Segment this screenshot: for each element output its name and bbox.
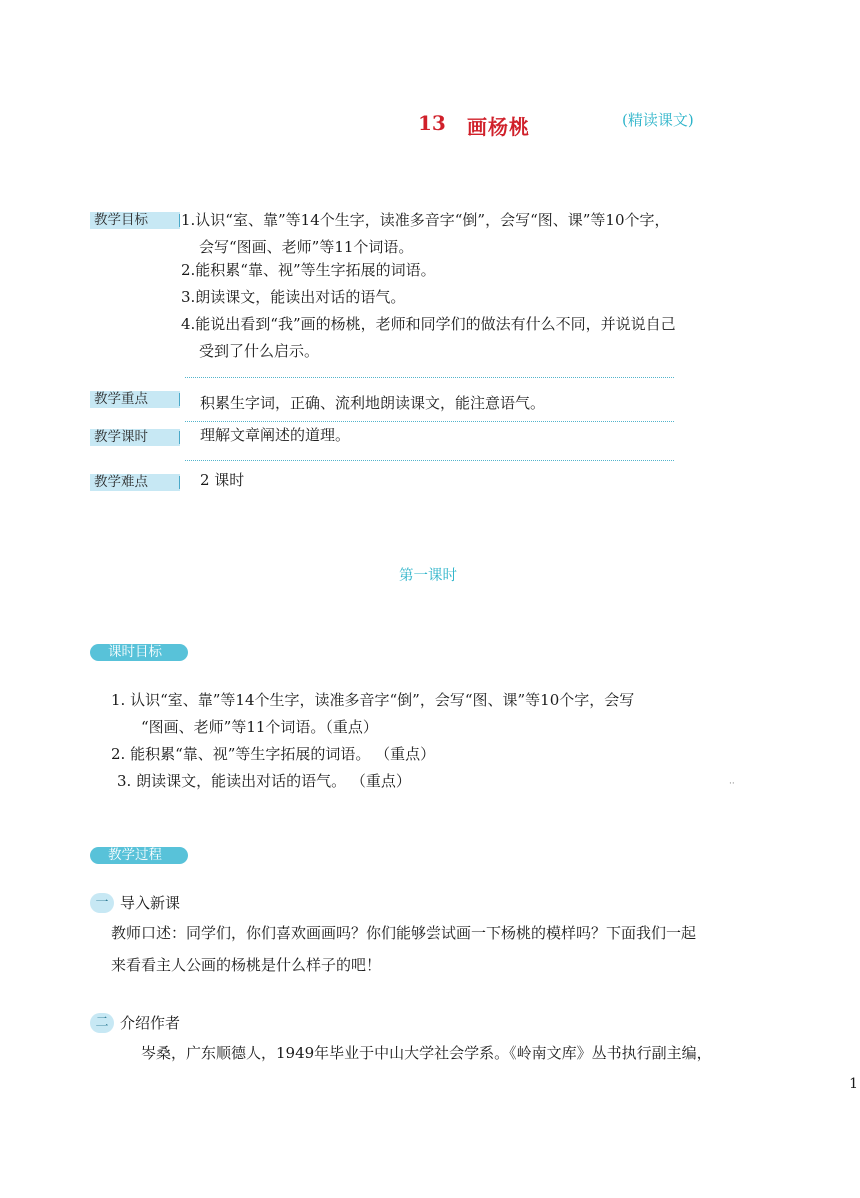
label-teaching-goals: 教学目标 [90, 212, 180, 229]
teaching-focus-text: 积累生字词，正确、流利地朗读课文，能注意语气。 [200, 394, 546, 412]
lesson-goal-1-line-1: 1. 认识“室、靠”等14个生字，读准多音字“倒”，会写“图、课”等10个字，会写 [111, 691, 635, 709]
goal-item-1-line-1: 1.认识“室、靠”等14个生字，读准多音字“倒”，会写“图、课”等10个字， [181, 211, 670, 229]
label-lesson-goals: 课时目标 [90, 644, 188, 661]
goal-item-3: 3.朗读课文，能读出对话的语气。 [181, 288, 406, 306]
label-teaching-hours: 教学课时 [90, 429, 180, 446]
lesson-goal-3: 3. 朗读课文，能读出对话的语气。 （重点） [117, 772, 411, 790]
teaching-difficulty-text: 2 课时 [200, 471, 245, 489]
step-2-title: 介绍作者 [120, 1014, 181, 1032]
page-number: 1 [849, 1076, 858, 1092]
goal-item-4-line-2: 受到了什么启示。 [199, 342, 320, 360]
divider [185, 421, 674, 422]
step-1-number: 一 [90, 893, 114, 913]
lesson-heading: 第一课时 [399, 568, 457, 584]
lesson-number: 13 [418, 111, 446, 135]
divider [185, 377, 674, 378]
lesson-goal-2: 2. 能积累“靠、视”等生字拓展的词语。 （重点） [111, 745, 436, 763]
goal-item-1-line-2: 会写“图画、老师”等11个词语。 [199, 238, 414, 256]
stray-dots: ·· [729, 779, 735, 789]
step-1-line-1: 教师口述：同学们，你们喜欢画画吗？你们能够尝试画一下杨桃的模样吗？下面我们一起 [111, 924, 697, 942]
lesson-type: (精读课文) [622, 111, 694, 129]
step-2-line-1: 岑桑，广东顺德人，1949年毕业于中山大学社会学系。《岭南文库》丛书执行副主编， [141, 1044, 712, 1062]
label-teaching-process: 教学过程 [90, 847, 188, 864]
step-2-number: 二 [90, 1013, 114, 1033]
lesson-goal-1-line-2: “图画、老师”等11个词语。（重点） [141, 718, 378, 736]
step-1-line-2: 来看看主人公画的杨桃是什么样子的吧！ [111, 956, 382, 974]
lesson-title: 画杨桃 [467, 115, 530, 139]
goal-item-4-line-1: 4.能说出看到“我”画的杨桃，老师和同学们的做法有什么不同，并说说自己 [181, 315, 676, 333]
teaching-hours-text: 理解文章阐述的道理。 [200, 426, 351, 444]
label-teaching-difficulty: 教学难点 [90, 474, 180, 491]
divider [185, 460, 674, 461]
goal-item-2: 2.能积累“靠、视”等生字拓展的词语。 [181, 261, 436, 279]
step-1-title: 导入新课 [120, 894, 181, 912]
label-teaching-focus: 教学重点 [90, 391, 180, 408]
